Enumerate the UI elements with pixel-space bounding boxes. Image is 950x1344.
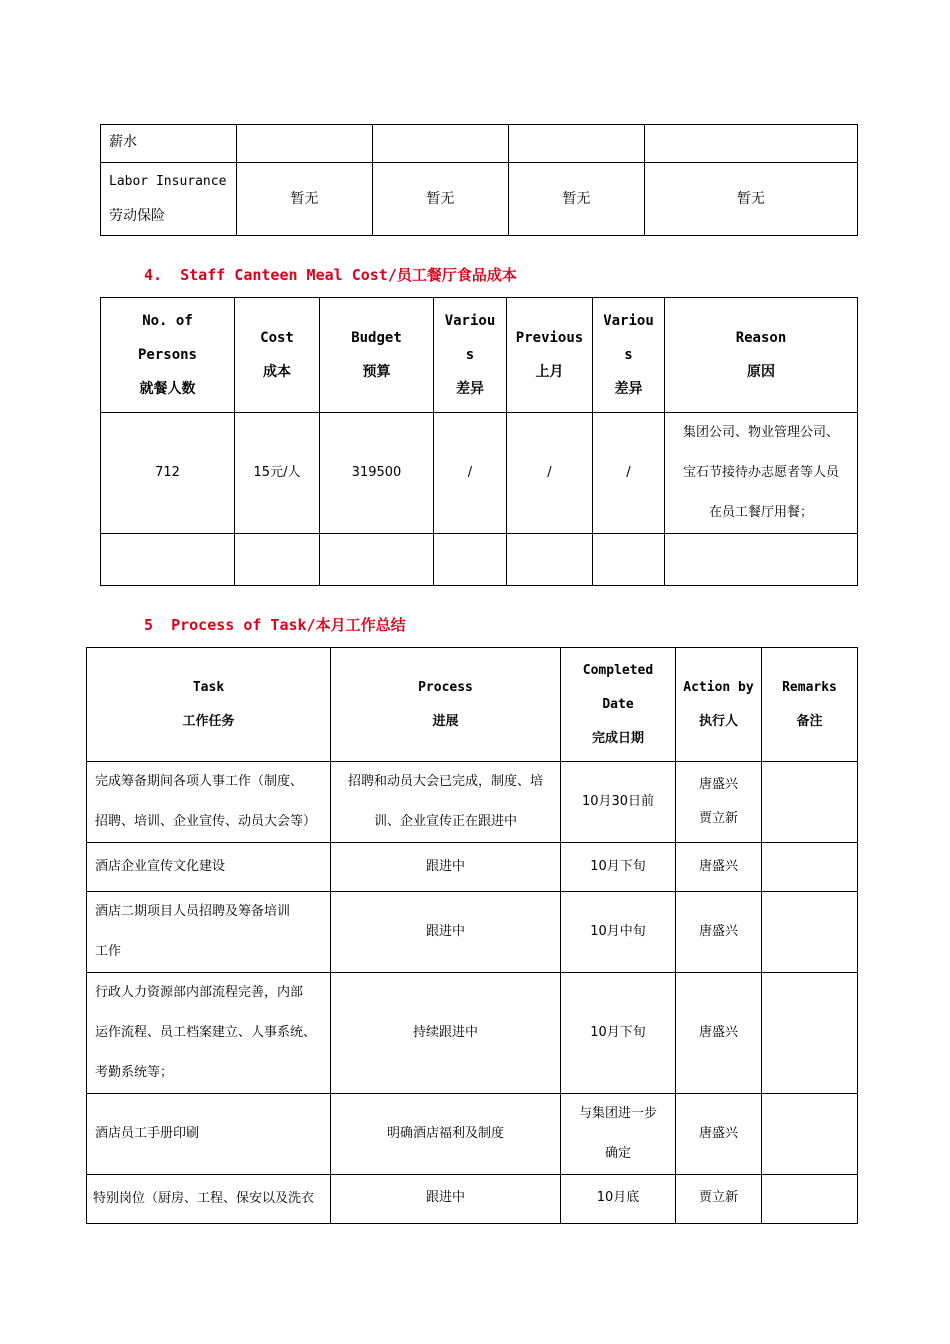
task-cell: 特别岗位（厨房、工程、保安以及洗衣 <box>87 1175 331 1224</box>
section-5-heading <box>144 614 406 635</box>
header-row <box>101 298 858 413</box>
table-cell <box>373 125 509 163</box>
date-cell: 10月下旬 <box>561 973 676 1094</box>
persons-value: 712 <box>101 413 235 534</box>
action-by-cell: 唐盛兴 <box>676 1094 762 1175</box>
task-cell: 酒店员工手册印刷 <box>87 1094 331 1175</box>
header-line: Date <box>602 696 634 712</box>
header-cost <box>235 298 320 413</box>
remarks-cell <box>762 762 858 843</box>
header-line: 备注 <box>796 713 823 729</box>
table-row <box>87 973 858 1094</box>
various-value-2: / <box>593 413 665 534</box>
header-line: 预算 <box>362 364 391 380</box>
header-persons <box>101 298 235 413</box>
section-number: 4. <box>144 266 163 284</box>
process-line: 训、企业宣传正在跟进中 <box>373 814 517 829</box>
reason-line: 宝石节接待办志愿者等人员 <box>682 465 839 480</box>
header-line: Remarks <box>782 679 837 695</box>
person-line: 唐盛兴 <box>698 777 738 792</box>
reason-value <box>665 413 858 534</box>
task-table <box>86 647 858 1224</box>
header-line: Action by <box>683 679 754 695</box>
table-row <box>87 762 858 843</box>
header-task <box>87 648 331 762</box>
task-cell <box>87 762 331 843</box>
date-cell: 10月30日前 <box>561 762 676 843</box>
process-cell: 跟进中 <box>331 843 561 892</box>
table-cell <box>320 534 434 586</box>
date-cell: 10月底 <box>561 1175 676 1224</box>
section-number: 5 <box>144 616 154 634</box>
row-label-cn: 劳动保险 <box>109 208 165 224</box>
header-completed-date <box>561 648 676 762</box>
task-line: 招聘、培训、企业宣传、动员大会等） <box>95 814 317 829</box>
row-label <box>101 163 237 236</box>
action-by-cell <box>676 762 762 843</box>
task-cell <box>87 892 331 973</box>
table-row <box>101 125 858 163</box>
section-title: Staff Canteen Meal Cost/员工餐厅食品成本 <box>180 266 517 284</box>
remarks-cell <box>762 973 858 1094</box>
header-row <box>87 648 858 762</box>
process-cell: 跟进中 <box>331 892 561 973</box>
date-cell: 10月中旬 <box>561 892 676 973</box>
header-line: 就餐人数 <box>139 381 196 397</box>
header-various <box>434 298 507 413</box>
action-by-cell: 唐盛兴 <box>676 892 762 973</box>
table-cell: 暂无 <box>373 163 509 236</box>
table-cell <box>235 534 320 586</box>
header-various-2 <box>593 298 665 413</box>
header-line: 进展 <box>432 713 459 729</box>
table-row <box>101 163 858 236</box>
action-by-cell: 贾立新 <box>676 1175 762 1224</box>
task-line: 考勤系统等； <box>95 1065 174 1080</box>
canteen-cost-table <box>100 297 858 586</box>
remarks-cell <box>762 1094 858 1175</box>
header-line: 执行人 <box>698 713 738 729</box>
header-line: 工作任务 <box>182 713 235 729</box>
table-cell <box>101 534 235 586</box>
section-4-heading <box>144 264 517 285</box>
header-line: Task <box>192 679 225 695</box>
remarks-cell <box>762 892 858 973</box>
table-cell: 暂无 <box>237 163 373 236</box>
header-reason <box>665 298 858 413</box>
header-line: Cost <box>260 330 294 346</box>
remarks-cell <box>762 1175 858 1224</box>
process-line: 招聘和动员大会已完成，制度、培 <box>347 774 543 789</box>
header-process <box>331 648 561 762</box>
header-line: s <box>465 347 475 363</box>
table-cell: 暂无 <box>645 163 858 236</box>
table-row <box>87 892 858 973</box>
cost-value: 15元/人 <box>235 413 320 534</box>
header-line: Variou <box>603 313 654 329</box>
table-row <box>87 843 858 892</box>
table-cell <box>507 534 593 586</box>
date-line: 确定 <box>604 1146 631 1161</box>
process-cell: 跟进中 <box>331 1175 561 1224</box>
process-cell <box>331 762 561 843</box>
table-cell <box>645 125 858 163</box>
header-line: No. of <box>142 313 193 329</box>
task-line: 工作 <box>95 944 122 959</box>
various-value: / <box>434 413 507 534</box>
header-line: 原因 <box>747 364 775 380</box>
reason-line: 在员工餐厅用餐； <box>708 505 813 520</box>
action-by-cell: 唐盛兴 <box>676 843 762 892</box>
remarks-cell <box>762 843 858 892</box>
task-cell <box>87 973 331 1094</box>
header-line: 完成日期 <box>591 730 644 746</box>
date-cell: 10月下旬 <box>561 843 676 892</box>
header-budget <box>320 298 434 413</box>
table-row <box>101 413 858 534</box>
header-line: Variou <box>444 313 496 329</box>
header-line: 成本 <box>263 364 291 380</box>
reason-line: 集团公司、物业管理公司、 <box>682 425 839 440</box>
process-cell: 持续跟进中 <box>331 973 561 1094</box>
person-line: 贾立新 <box>698 811 738 826</box>
table-row <box>87 1094 858 1175</box>
header-line: 上月 <box>535 364 564 380</box>
row-label: 薪水 <box>101 125 237 163</box>
process-cell: 明确酒店福利及制度 <box>331 1094 561 1175</box>
table-cell <box>434 534 507 586</box>
table-cell <box>237 125 373 163</box>
action-by-cell: 唐盛兴 <box>676 973 762 1094</box>
header-line: Budget <box>351 330 402 346</box>
header-action-by <box>676 648 762 762</box>
header-line: Reason <box>735 330 787 346</box>
task-line: 完成筹备期间各项人事工作（制度、 <box>95 774 304 789</box>
header-line: Process <box>418 679 473 695</box>
task-cell: 酒店企业宣传文化建设 <box>87 843 331 892</box>
header-line: 差异 <box>456 381 484 397</box>
table-row <box>87 1175 858 1224</box>
row-label-en: Labor Insurance <box>109 174 227 189</box>
previous-value: / <box>507 413 593 534</box>
section-title: Process of Task/本月工作总结 <box>171 616 406 634</box>
header-line: Persons <box>137 347 197 363</box>
budget-value: 319500 <box>320 413 434 534</box>
table-row <box>101 534 858 586</box>
header-line: s <box>624 347 633 363</box>
insurance-table <box>100 124 858 236</box>
header-previous <box>507 298 593 413</box>
table-cell: 暂无 <box>509 163 645 236</box>
table-cell <box>593 534 665 586</box>
header-line: Completed <box>582 662 654 678</box>
date-line: 与集团进一步 <box>578 1106 657 1121</box>
table-cell <box>665 534 858 586</box>
task-line: 行政人力资源部内部流程完善，内部 <box>95 985 304 1000</box>
header-line: 差异 <box>614 381 643 397</box>
header-remarks <box>762 648 858 762</box>
task-line: 酒店二期项目人员招聘及筹备培训 <box>95 904 291 919</box>
date-cell <box>561 1094 676 1175</box>
header-line: Previous <box>515 330 584 346</box>
table-cell <box>509 125 645 163</box>
task-line: 运作流程、员工档案建立、人事系统、 <box>95 1025 317 1040</box>
